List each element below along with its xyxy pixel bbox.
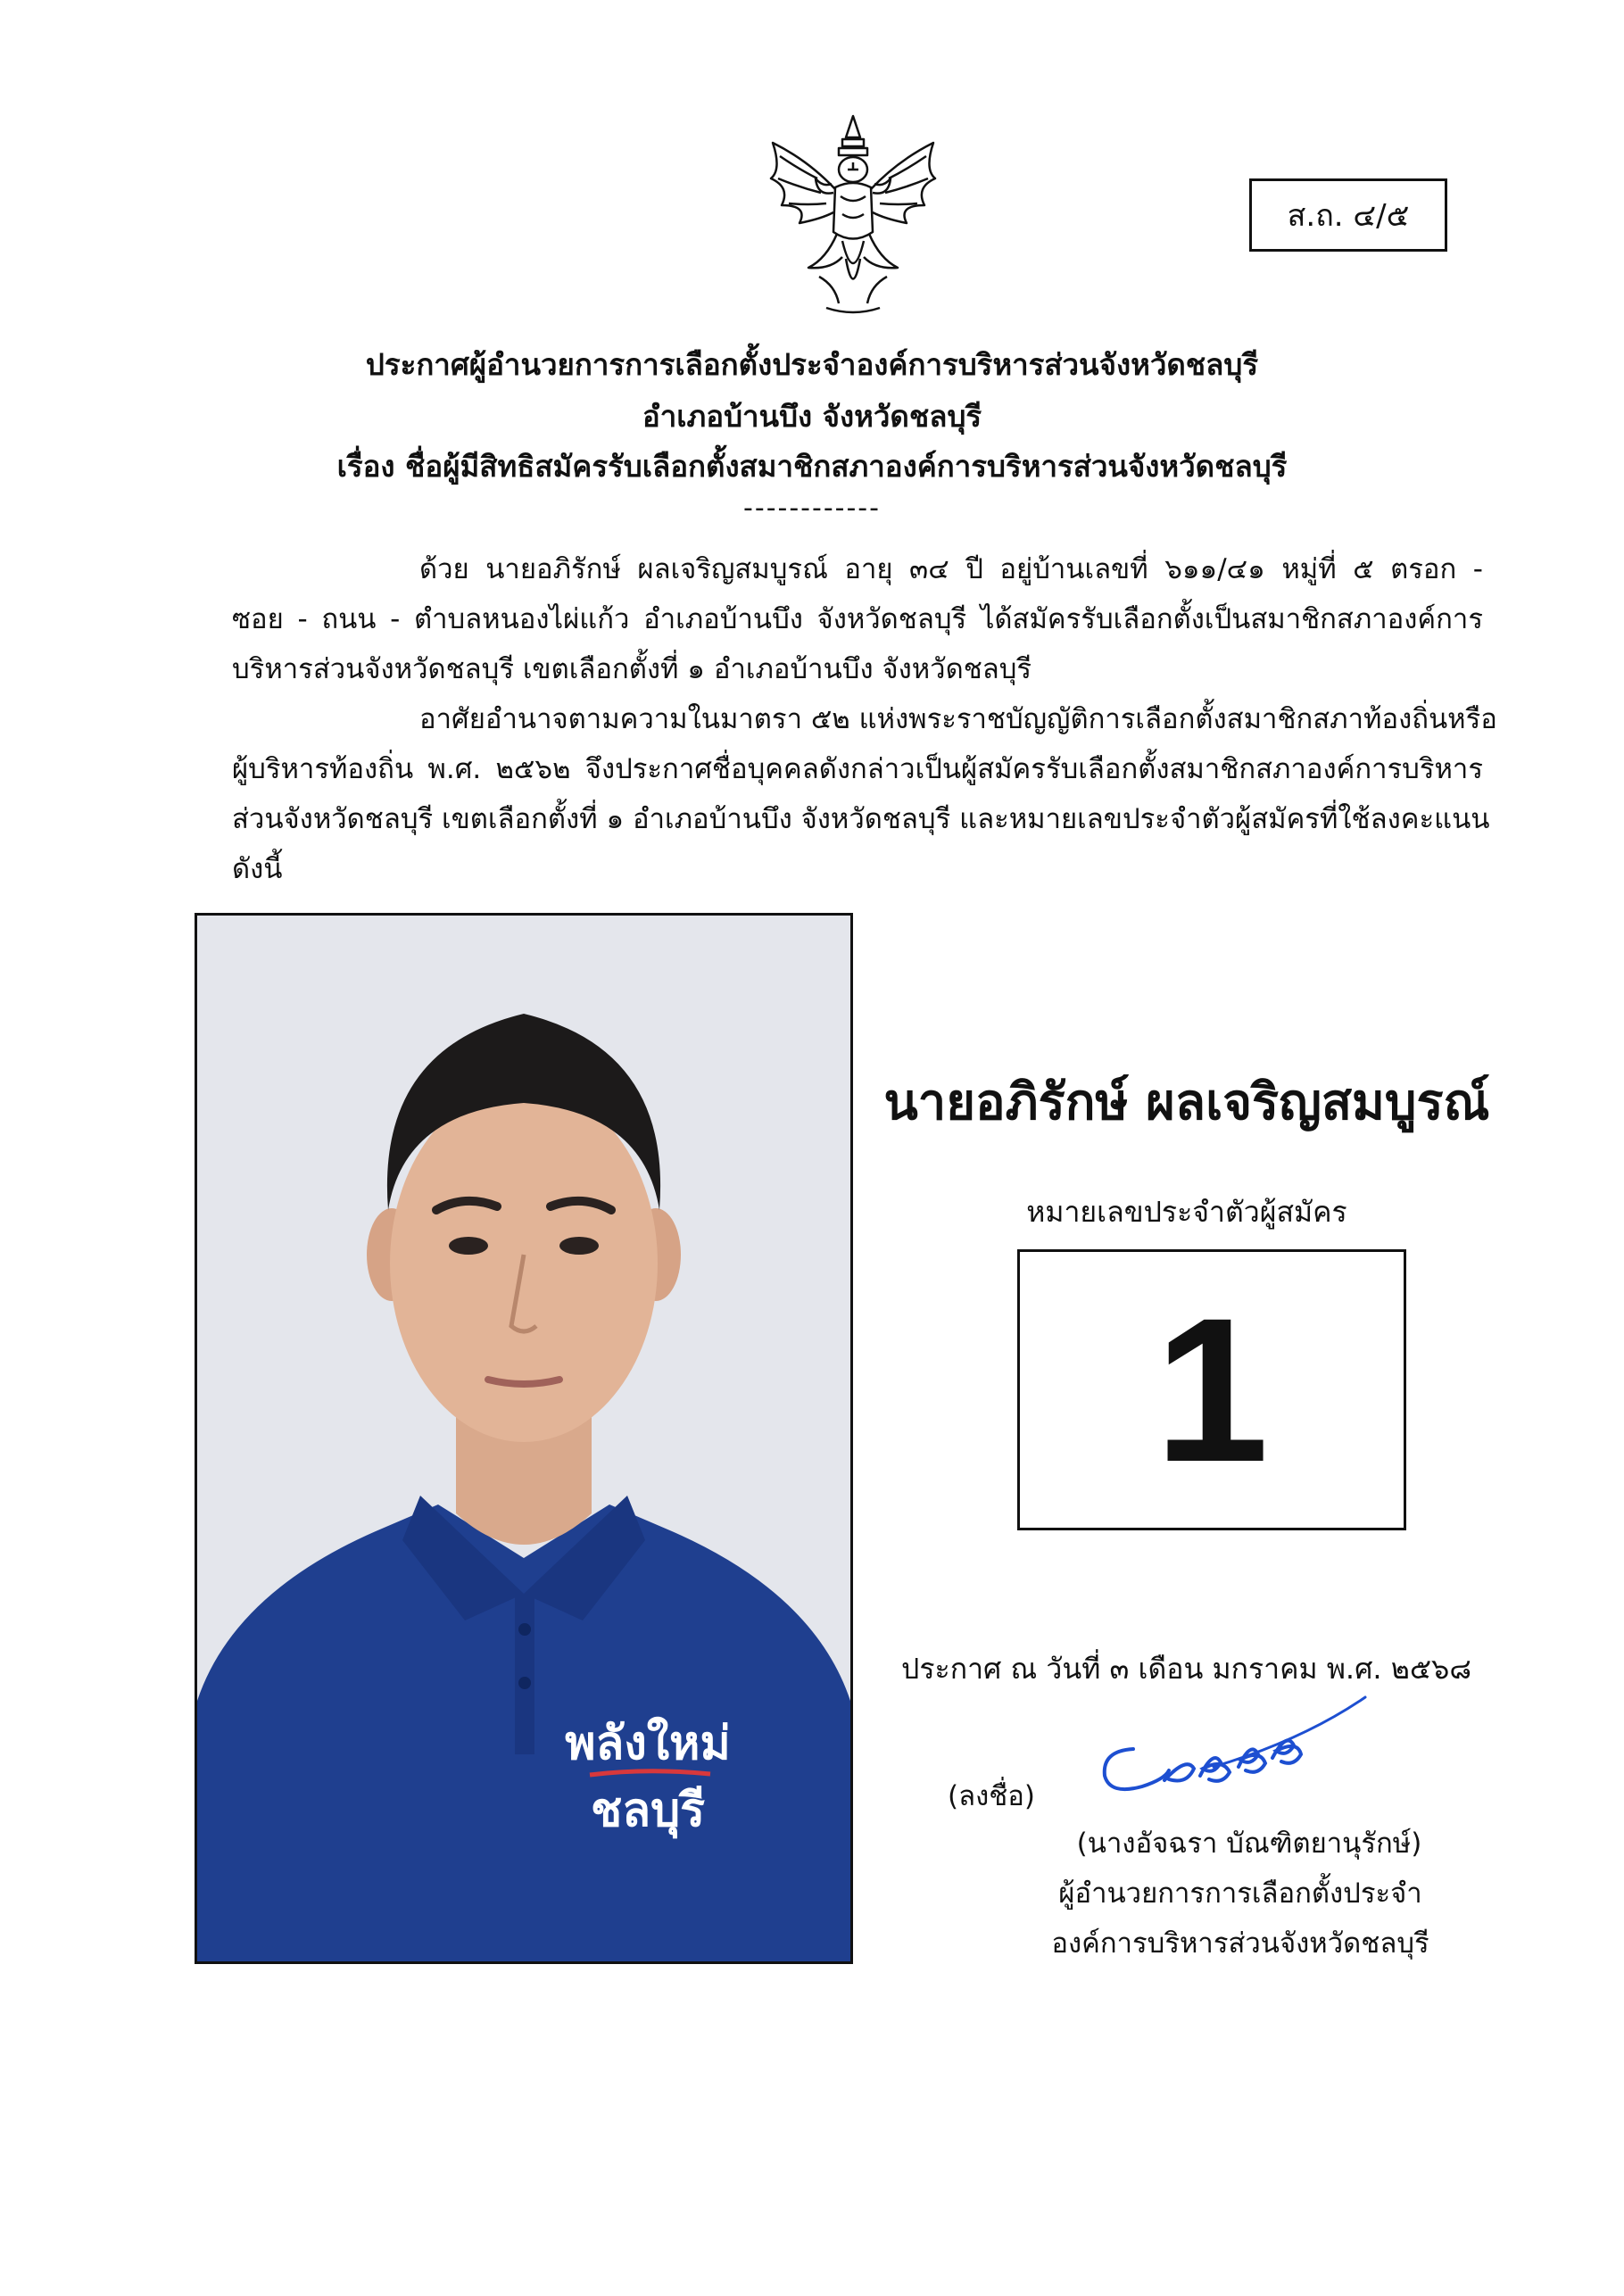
candidate-name: นายอภิรักษ์ ผลเจริญสมบูรณ์	[883, 1073, 1490, 1131]
paragraph1-line1: ด้วย นายอภิรักษ์ ผลเจริญสมบูรณ์ อายุ ๓๔ ปี อยู่บ้านเลขที่ ๖๑๑/๔๑ หมู่ที่ ๕ ตรอก -	[419, 553, 1483, 585]
sign-label: (ลงชื่อ)	[948, 1780, 1035, 1812]
announcement-subject: เรื่อง ชื่อผู้มีสิทธิสมัครรับเลือกตั้งสมาชิกสภาองค์การบริหารส่วนจังหวัดชลบุรี	[336, 449, 1288, 484]
form-code: ส.ถ. ๔/๕	[1287, 198, 1410, 234]
shirt-logo-line2: ชลบุรี	[590, 1784, 706, 1837]
signer-position-line1: ผู้อำนวยการการเลือกตั้งประจำ	[1058, 1877, 1422, 1910]
paragraph1-line2: ซอย - ถนน - ตำบลหนองไผ่แก้ว อำเภอบ้านบึง จังหวัดชลบุรี ได้สมัครรับเลือกตั้งเป็นสมาชิกสภาองค์การ	[232, 603, 1483, 635]
signer-name: (นางอัจฉรา บัณฑิตยานุรักษ์)	[1076, 1828, 1422, 1860]
paragraph2-line1: อาศัยอำนาจตามความในมาตรา ๕๒ แห่งพระราชบัญญัติการเลือกตั้งสมาชิกสภาท้องถิ่นหรือ	[419, 703, 1497, 735]
signature-image	[1080, 1687, 1401, 1811]
paragraph1-line3: บริหารส่วนจังหวัดชลบุรี เขตเลือกตั้งที่ ๑ อำเภอบ้านบึง จังหวัดชลบุรี	[232, 653, 1032, 685]
paragraph2-line2: ผู้บริหารท้องถิ่น พ.ศ. ๒๕๖๒ จึงประกาศชื่อบุคคลดังกล่าวเป็นผู้สมัครรับเลือกตั้งสมาชิกสภาองค์การบริหาร	[232, 753, 1483, 785]
paragraph2-line3: ส่วนจังหวัดชลบุรี เขตเลือกตั้งที่ ๑ อำเภอบ้านบึง จังหวัดชลบุรี และหมายเลขประจำตัวผู้สมัครที่ใช้ลงคะแนน	[232, 803, 1490, 835]
candidate-number-label: หมายเลขประจำตัวผู้สมัคร	[1026, 1195, 1347, 1229]
candidate-photo	[195, 913, 853, 1964]
announcement-district: อำเภอบ้านบึง จังหวัดชลบุรี	[642, 399, 982, 434]
candidate-number-box	[1017, 1249, 1406, 1530]
form-code-box	[1249, 178, 1447, 252]
garuda-emblem-icon	[746, 107, 960, 321]
candidate-portrait	[197, 916, 850, 1961]
shirt-logo-line1: พลังใหม่	[565, 1717, 731, 1770]
paragraph2-line4: ดังนี้	[232, 853, 283, 885]
signer-position-line2: องค์การบริหารส่วนจังหวัดชลบุรี	[1051, 1927, 1429, 1960]
candidate-number: 1	[1155, 1274, 1269, 1504]
announcement-title: ประกาศผู้อำนวยการการเลือกตั้งประจำองค์การบริหารส่วนจังหวัดชลบุรี	[365, 347, 1259, 382]
separator-line: ------------	[743, 493, 881, 524]
announcement-date: ประกาศ ณ วันที่ ๓ เดือน มกราคม พ.ศ. ๒๕๖๘	[901, 1652, 1472, 1686]
